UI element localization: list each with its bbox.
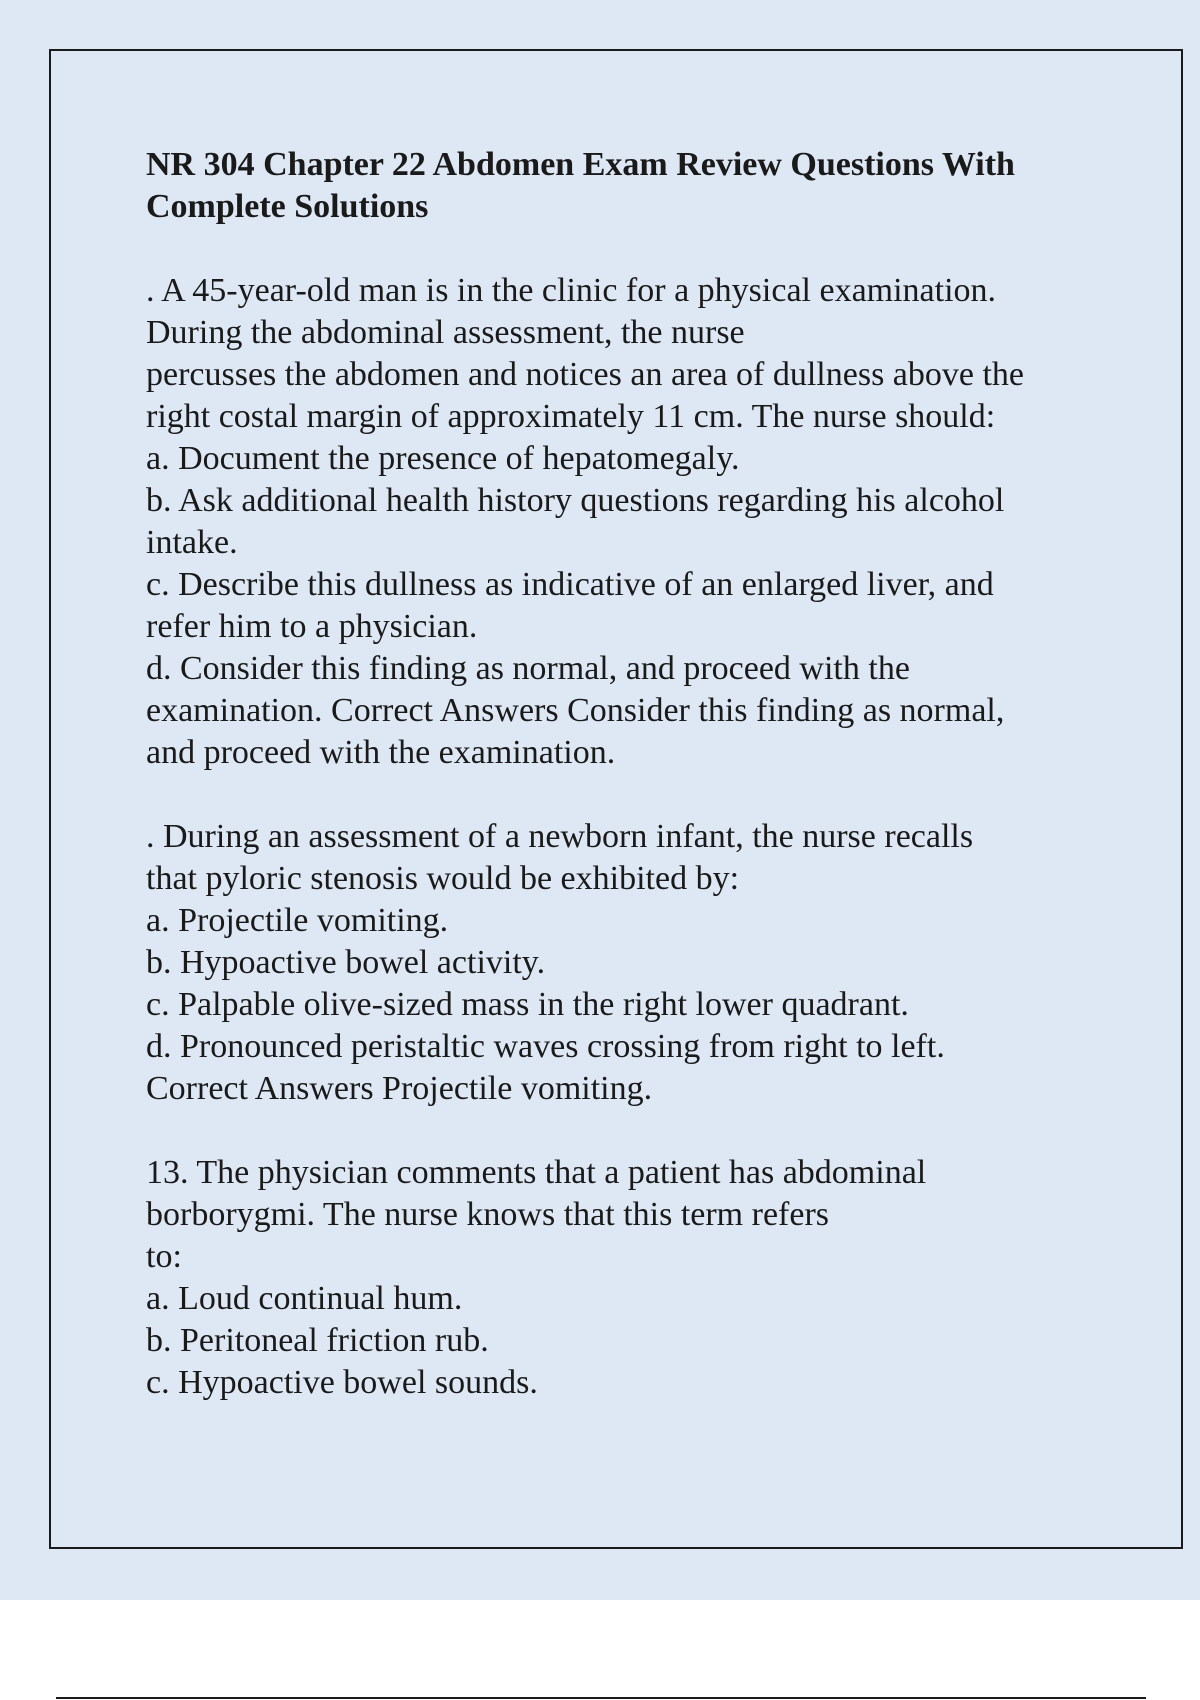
document-title: [146, 144, 1096, 228]
answer-option-a: a. Loud continual hum.: [146, 1280, 463, 1317]
question-text-line: that pyloric stenosis would be exhibited by:: [146, 860, 740, 897]
title-line: NR 304 Chapter 22 Abdomen Exam Review Questions With: [146, 146, 1015, 183]
document-content: [146, 144, 1096, 1446]
question-text-line: . A 45-year-old man is in the clinic for a physical examination.: [146, 272, 997, 309]
answer-option-d: d. Pronounced peristaltic waves crossing from right to left.: [146, 1028, 945, 1065]
question-block: [146, 270, 1096, 774]
answer-option-c: c. Describe this dullness as indicative of an enlarged liver, and: [146, 566, 994, 603]
question-text-line: borborygmi. The nurse knows that this term refers: [146, 1196, 830, 1233]
question-text-line: right costal margin of approximately 11 cm. The nurse should:: [146, 398, 996, 435]
question-text-line: During the abdominal assessment, the nurse: [146, 314, 745, 351]
footer-divider: [56, 1697, 1146, 1699]
answer-option-c-cont: refer him to a physician.: [146, 608, 478, 645]
question-block: [146, 816, 1096, 1110]
correct-answer-line: examination. Correct Answers Consider this finding as normal,: [146, 692, 1005, 729]
question-text-line: percusses the abdomen and notices an area of dullness above the: [146, 356, 1025, 393]
answer-option-a: a. Document the presence of hepatomegaly.: [146, 440, 740, 477]
question-text-line: . During an assessment of a newborn infant, the nurse recalls: [146, 818, 974, 855]
answer-option-b: b. Ask additional health history questions regarding his alcohol: [146, 482, 1005, 519]
answer-option-b-cont: intake.: [146, 524, 238, 561]
answer-option-a: a. Projectile vomiting.: [146, 902, 449, 939]
answer-option-c: c. Palpable olive-sized mass in the right lower quadrant.: [146, 986, 909, 1023]
correct-answer-line: and proceed with the examination.: [146, 734, 616, 771]
question-text-line: 13. The physician comments that a patient has abdominal: [146, 1154, 927, 1191]
answer-option-d: d. Consider this finding as normal, and proceed with the: [146, 650, 910, 687]
title-line: Complete Solutions: [146, 188, 429, 225]
correct-answer-line: Correct Answers Projectile vomiting.: [146, 1070, 653, 1107]
question-block: [146, 1152, 1096, 1404]
answer-option-c: c. Hypoactive bowel sounds.: [146, 1364, 538, 1401]
answer-option-b: b. Peritoneal friction rub.: [146, 1322, 489, 1359]
question-text-line: to:: [146, 1238, 182, 1275]
answer-option-b: b. Hypoactive bowel activity.: [146, 944, 546, 981]
